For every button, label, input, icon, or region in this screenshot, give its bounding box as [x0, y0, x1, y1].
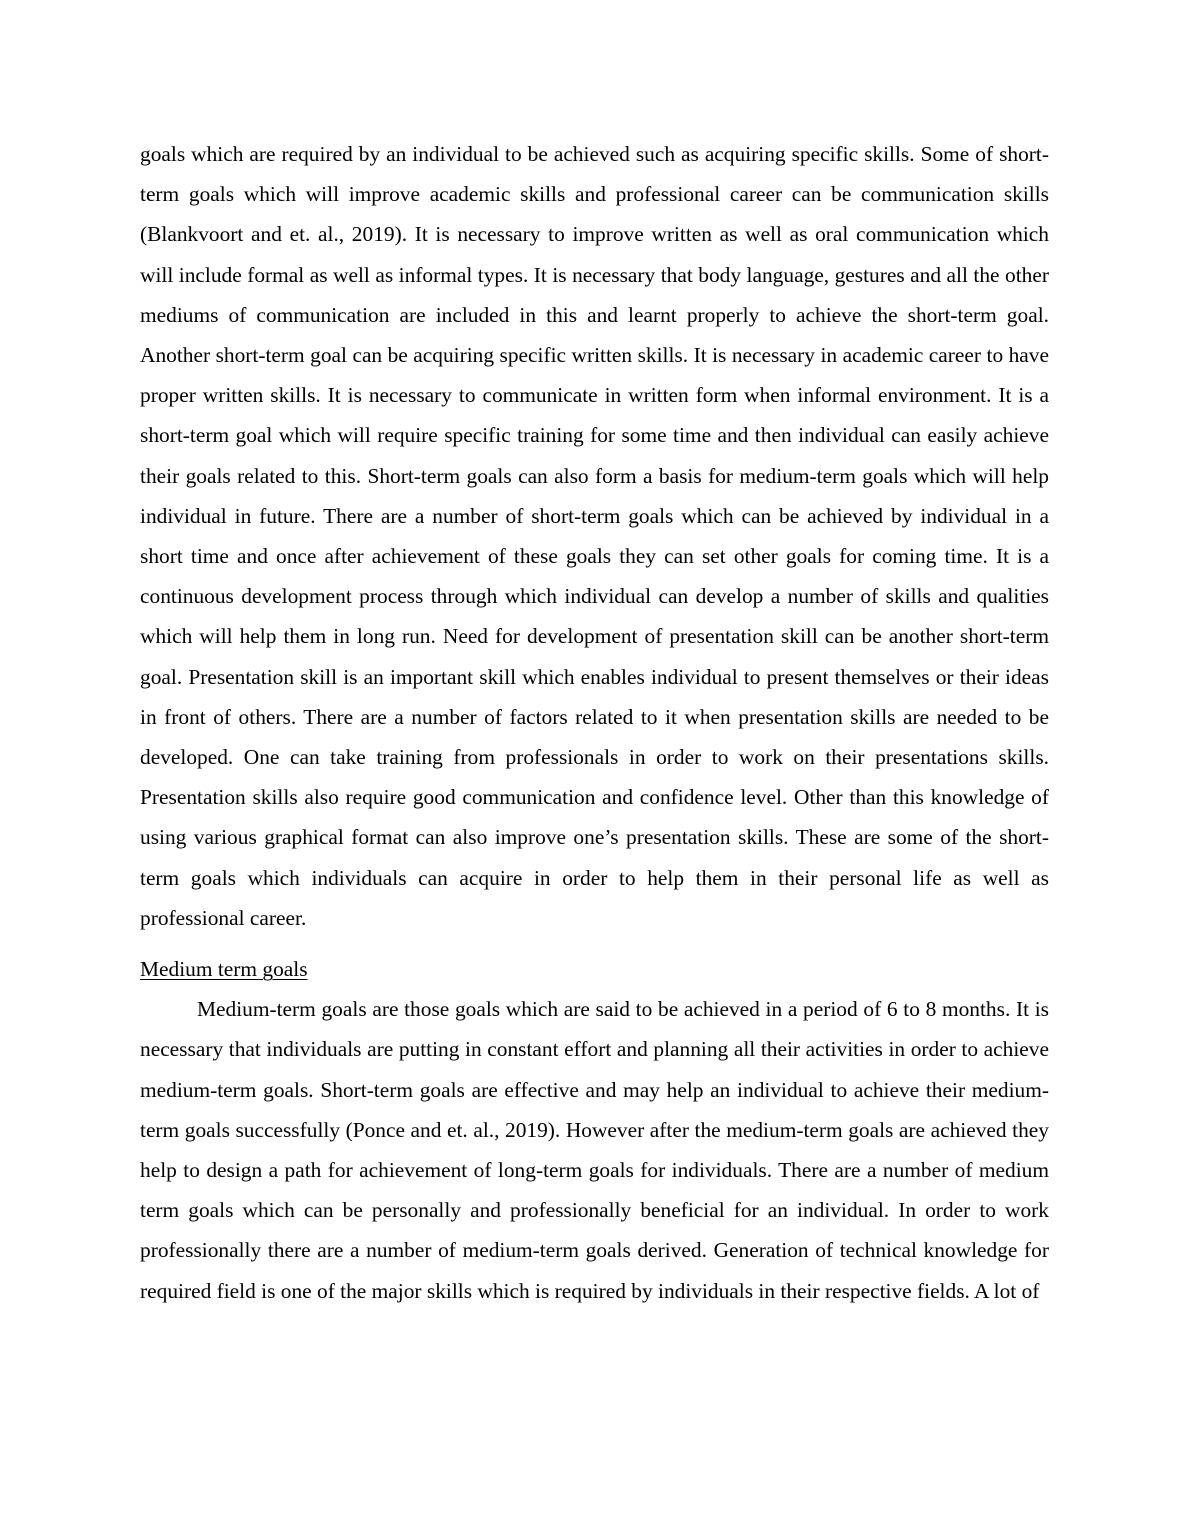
medium-term-goals-heading: Medium term goals	[140, 957, 308, 982]
short-term-goals-paragraph: goals which are required by an individual to be achieved such as acquiring specific skills. Some of short-term goals which will improve academic skills and professional career can be communication skills (Blankvoort and et. al., 2019). It is necessary to improve written as well as oral communication which will include formal as well as informal types. It is necessary that body language, gestures and all the other mediums of communication are included in this and learnt properly to achieve the short-term goal. Another short-term goal can be acquiring specific written skills. It is necessary in academic career to have proper written skills. It is necessary to communicate in written form when informal environment. It is a short-term goal which will require specific training for some time and then individual can easily achieve their goals related to this. Short-term goals can also form a basis for medium-term goals which will help individual in future. There are a number of short-term goals which can be achieved by individual in a short time and once after achievement of these goals they can set other goals for coming time. It is a continuous development process through which individual can develop a number of skills and qualities which will help them in long run. Need for development of presentation skill can be another short-term goal. Presentation skill is an important skill which enables individual to present themselves or their ideas in front of others. There are a number of factors related to it when presentation skills are needed to be developed. One can take training from professionals in order to work on their presentations skills. Presentation skills also require good communication and confidence level. Other than this knowledge of using various graphical format can also improve one’s presentation skills. These are some of the short-term goals which individuals can acquire in order to help them in their personal life as well as professional career.	[140, 142, 1049, 930]
medium-term-goals-paragraph: Medium-term goals are those goals which are said to be achieved in a period of 6 to 8 months. It is necessary that individuals are putting in constant effort and planning all their activities in order to achieve medium-term goals. Short-term goals are effective and may help an individual to achieve their medium-term goals successfully (Ponce and et. al., 2019). However after the medium-term goals are achieved they help to design a path for achievement of long-term goals for individuals. There are a number of medium term goals which can be personally and professionally beneficial for an individual. In order to work professionally there are a number of medium-term goals derived. Generation of technical knowledge for required field is one of the major skills which is required by individuals in their respective fields. A lot of	[140, 997, 1049, 1303]
document-body	[140, 134, 1049, 1311]
